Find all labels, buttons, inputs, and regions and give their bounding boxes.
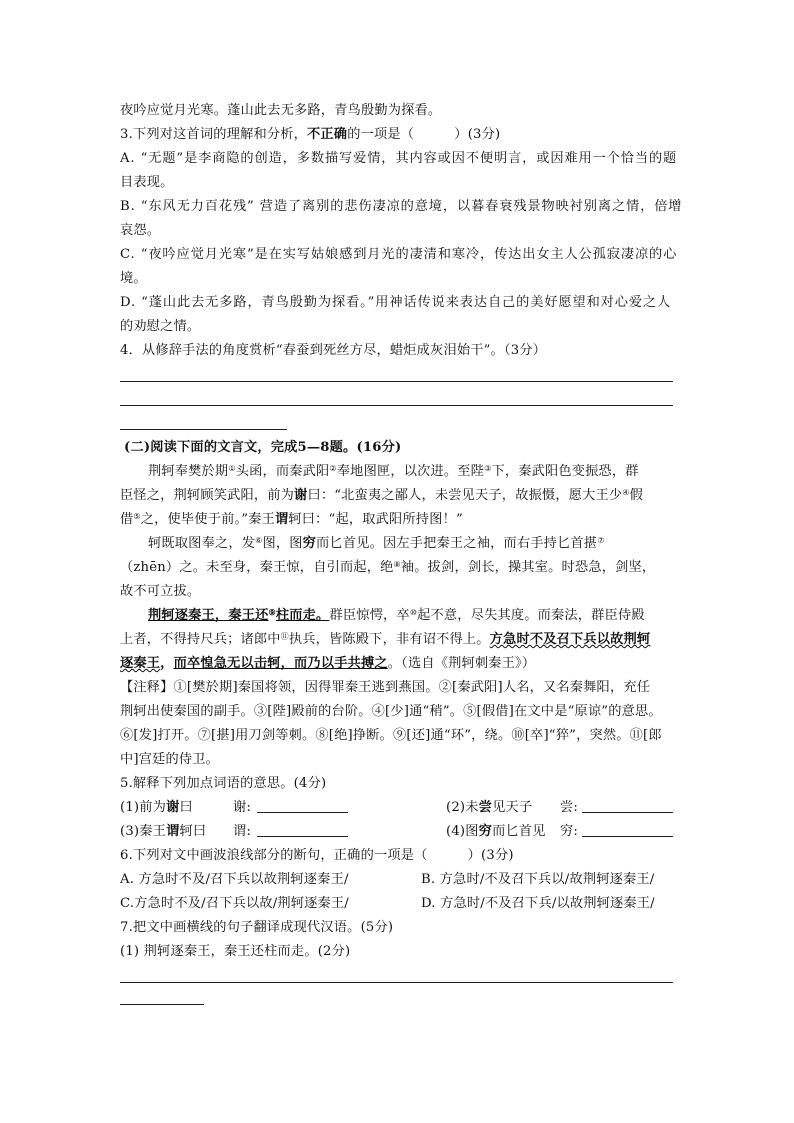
q3-option-a-cont: 目表现。	[120, 175, 174, 190]
notes-line1: 【注释】①[樊於期]秦国将领，因得罪秦王逃到燕国。②[秦武阳]人名，又名秦舞阳，充任	[120, 680, 651, 695]
section-title: (二)阅读下面的文言文，完成5—8题。(16分)	[124, 440, 402, 455]
answer-line	[120, 982, 673, 983]
q3-option-d: D. “蓬山此去无多路，青鸟殷勤为探看。”用神话传说来表达自己的美好愿望和对心爱之人	[120, 295, 672, 310]
notes-line3: ⑥[发]打开。⑦[揕]用刀剑等刺。⑧[绝]挣断。⑨[还]通“环”，绕。⑩[卒]“猝”，突然。⑪[郎	[120, 728, 662, 743]
q6-option-a: A. 方急时不及/召下兵以故荆轲逐秦王/	[120, 872, 349, 887]
passage-p1-line3: 借⑤之，使毕使于前。”秦王谓轲曰：“起，取武阳所持图！”	[120, 512, 463, 527]
wavy-underlined-text: 方急时不及召下兵以故荆轲	[489, 632, 651, 647]
q7-sentence-1: (1) 荆轲逐秦王，秦王还柱而走。(2分)	[120, 944, 351, 959]
q3-option-a: A. “无题”是李商隐的创造，多数描写爱情，其内容或因不便明言，或因难用一个恰当的题	[120, 151, 678, 166]
q6-stem: 6.下列对文中画波浪线部分的断句，正确的一项是（ ）(3分)	[120, 848, 514, 863]
q3-stem: 3.下列对这首词的理解和分析，不正确的一项是（ ）(3分)	[120, 127, 501, 142]
passage-p3-line2: 上者，不得持尺兵；诸郎中⑪执兵，皆陈殿下，非有诏不得上。方急时不及召下兵以故荆轲	[120, 632, 651, 647]
q4-stem: 4．从修辞手法的角度赏析“春蚕到死丝方尽，蜡炬成灰泪始干”。（3分）	[120, 343, 547, 358]
answer-line	[120, 429, 287, 430]
notes-line4: 中]宫廷的侍卫。	[120, 752, 220, 767]
answer-line	[120, 1004, 204, 1005]
passage-p2-line2: （zhēn）之。未至身，秦王惊，自引而起，绝⑧袖。拔剑，剑长，操其室。时恐急，剑坚，	[120, 560, 656, 575]
q5-blank-2[interactable]	[582, 800, 673, 813]
q3-option-b-cont: 哀怨。	[120, 223, 161, 238]
q5-row1: (1)前为谢曰 谢: (2)未尝见天子 尝:	[120, 800, 673, 816]
answer-line	[120, 381, 673, 382]
q6-option-b: B. 方急时/不及召下兵以/故荆轲逐秦王/	[421, 872, 655, 887]
q5-stem: 5.解释下列加点词语的意思。(4分)	[120, 776, 327, 791]
passage-p1-line1: 荆轲奉樊於期①头函，而秦武阳②奉地图匣，以次进。至陛③下，秦武阳色变振恐，群	[148, 464, 639, 479]
passage-p3-line1: 荆轲逐秦王，秦王还⑨柱而走。群臣惊愕，卒⑩起不意，尽失其度。而秦法，群臣侍殿	[148, 607, 645, 623]
q5-blank-3[interactable]	[257, 824, 348, 837]
q3-option-b: B. “东风无力百花残” 营造了离别的悲伤凄凉的意境，以暮春衰残景物映衬别离之情，倍增	[120, 199, 683, 214]
answer-line	[120, 405, 673, 406]
underlined-sentence: 而卒惶急无以击轲，而乃以手共搏之	[173, 656, 388, 671]
q5-blank-4[interactable]	[582, 824, 673, 837]
q7-stem: 7.把文中画横线的句子翻译成现代汉语。(5分)	[120, 920, 394, 935]
q3-option-d-cont: 的劝慰之情。	[120, 319, 201, 334]
wavy-underlined-text: 逐秦王	[120, 656, 161, 671]
q3-emphasis: 不正确	[307, 127, 348, 142]
q5-blank-1[interactable]	[257, 800, 348, 813]
q6-option-d: D. 方急时/不及召下兵/以故荆轲逐秦王/	[421, 896, 655, 911]
q5-row2: (3)秦王谓轲曰 谓: (4)图穷而匕首见 穷:	[120, 824, 673, 840]
q3-option-c: C. “夜吟应觉月光寒”是在实写姑娘感到月光的凄清和寒冷，传达出女主人公孤寂凄凉的心	[120, 247, 678, 262]
passage-p2-line1: 轲既取图奉之，发⑥图，图穷而匕首见。因左手把秦王之袖，而右手持匕首揕⑦	[148, 536, 605, 551]
poem-line: 夜吟应觉月光寒。蓬山此去无多路，青鸟殷勤为探看。	[120, 103, 442, 118]
q6-option-c: C.方急时不及/召下兵以故/荆轲逐秦王/	[120, 896, 349, 911]
passage-p3-line3: 逐秦王，而卒惶急无以击轲，而乃以手共搏之。（选自《荆轲刺秦王》）	[120, 656, 536, 671]
passage-p2-line3: 故不可立拔。	[120, 584, 201, 599]
notes-line2: 荆轲出使秦国的副手。③[陛]殿前的台阶。④[少]通“稍”。⑤[假借]在文中是“原谅”的意思。	[120, 704, 662, 719]
q3-option-c-cont: 境。	[120, 271, 147, 286]
passage-p1-line2: 臣怪之，荆轲顾笑武阳，前为谢曰：“北蛮夷之鄙人，未尝见天子，故振慑，愿大王少④假	[120, 488, 644, 503]
